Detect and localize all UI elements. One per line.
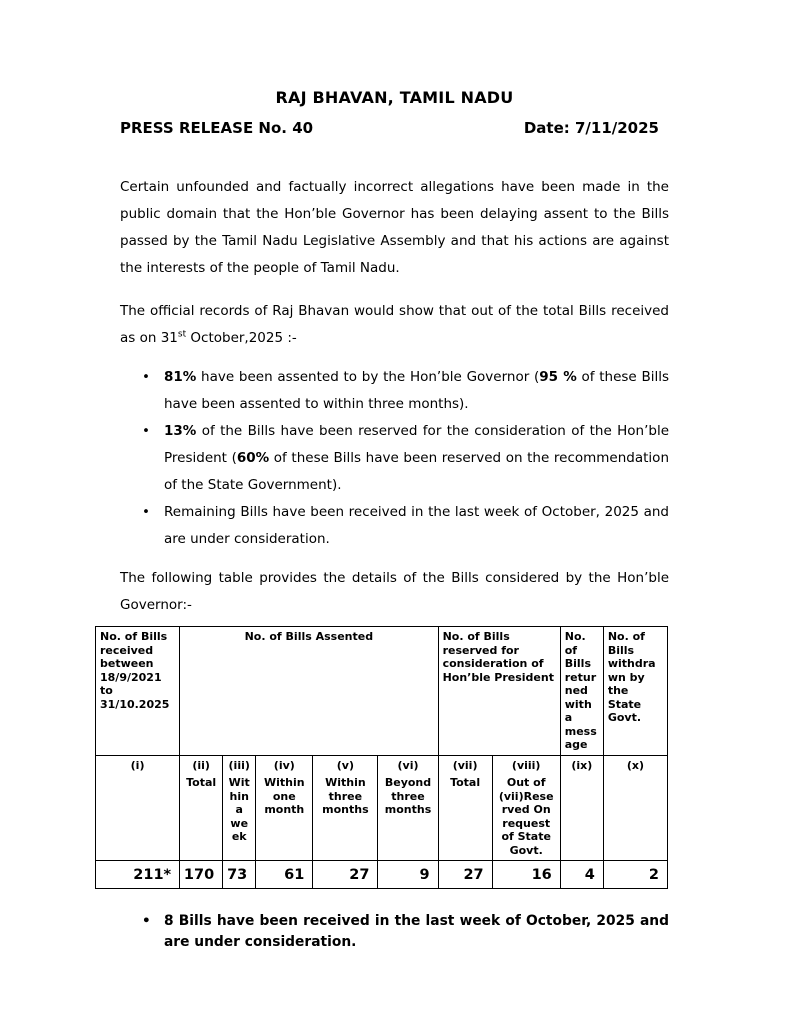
paragraph-official-records bbox=[120, 298, 669, 352]
value-returned: 4 bbox=[560, 861, 603, 889]
bullet-reserved-run1: of the Bills have been reserved for the consideration of the Hon’ble President ( bbox=[164, 423, 669, 466]
stat-60-percent: 60% bbox=[236, 450, 270, 466]
col-num: (v) bbox=[336, 758, 355, 772]
table-header-row-groups bbox=[96, 627, 668, 756]
value-reserved-total: 27 bbox=[438, 861, 492, 889]
value-within-three-months: 27 bbox=[313, 861, 378, 889]
stat-95-percent: 95 % bbox=[539, 369, 577, 385]
value-assented-total: 170 bbox=[180, 861, 223, 889]
th-col-ix bbox=[560, 755, 603, 861]
table-data-row bbox=[96, 861, 668, 889]
col-num: (vi) bbox=[397, 758, 419, 772]
records-text-lead: The official records of Raj Bhavan would show that out of the total Bills received as on 31 bbox=[120, 303, 669, 346]
release-date: Date: 7/11/2025 bbox=[523, 119, 659, 137]
col-label: Within a week bbox=[228, 776, 250, 843]
stat-81-percent: 81% bbox=[164, 369, 197, 385]
col-label: Total bbox=[186, 776, 217, 789]
bullet-dot-icon: • bbox=[142, 369, 150, 385]
bullet-remaining bbox=[120, 499, 669, 553]
bullet-assented-run1: have been assented to by the Hon’ble Governor ( bbox=[196, 369, 540, 385]
th-col-iii bbox=[223, 755, 256, 861]
bullet-reserved-run3: of these Bills have been reserved on the recommendation of the State Government). bbox=[164, 450, 669, 493]
bullet-dot-icon: • bbox=[142, 423, 150, 439]
records-text-tail: October,2025 :- bbox=[186, 330, 297, 346]
ordinal-superscript: st bbox=[177, 329, 187, 340]
value-received-total: 211* bbox=[96, 861, 180, 889]
press-release-row bbox=[120, 119, 669, 137]
bills-table bbox=[95, 626, 668, 889]
col-num: (ix) bbox=[571, 758, 593, 772]
col-label: Total bbox=[450, 776, 481, 789]
th-bills-withdrawn: No. of Bills withdrawn by the State Govt. bbox=[603, 627, 667, 756]
col-label: Out of (vii)Reserved On request of State Govt. bbox=[498, 776, 554, 857]
col-num: (i) bbox=[130, 758, 145, 772]
col-num: (vii) bbox=[452, 758, 478, 772]
col-label: Beyond three months bbox=[384, 776, 432, 816]
bullet-eight-bills-text: 8 Bills have been received in the last week of October, 2025 and are under consideration. bbox=[164, 913, 669, 950]
press-release-number: PRESS RELEASE No. 40 bbox=[120, 119, 314, 137]
th-col-ii bbox=[180, 755, 223, 861]
document-title: RAJ BHAVAN, TAMIL NADU bbox=[275, 88, 514, 107]
bullet-reserved bbox=[120, 418, 669, 499]
th-col-viii bbox=[492, 755, 560, 861]
value-withdrawn: 2 bbox=[603, 861, 667, 889]
col-label: Within one month bbox=[263, 776, 305, 816]
col-num: (viii) bbox=[511, 758, 541, 772]
bullet-reserved-text bbox=[164, 418, 669, 499]
value-within-week: 73 bbox=[223, 861, 256, 889]
col-label: Within three months bbox=[322, 776, 369, 816]
value-reserved-state-request: 16 bbox=[492, 861, 560, 889]
col-num: (iv) bbox=[273, 758, 295, 772]
bullet-remaining-run0: Remaining Bills have been received in the last week of October, 2025 and are under consideration. bbox=[164, 504, 669, 547]
col-num: (x) bbox=[626, 758, 644, 772]
th-col-v bbox=[313, 755, 378, 861]
th-col-iv bbox=[256, 755, 313, 861]
value-beyond-three-months: 9 bbox=[378, 861, 438, 889]
bullet-dot-icon: • bbox=[142, 913, 151, 929]
paragraph-allegations: Certain unfounded and factually incorrect allegations have been made in the public domain that the Hon’ble Governor has been delaying assent to the Bills passed by the Tamil Nadu Legislative Assembly and that his actions are against the interests of the people of Tamil Nadu. bbox=[120, 179, 669, 276]
th-col-vii bbox=[438, 755, 492, 861]
col-num: (ii) bbox=[192, 758, 210, 772]
bullet-assented-run3: of these Bills have been assented to within three months). bbox=[164, 369, 670, 412]
th-bills-returned: No. of Bills returned with a message bbox=[560, 627, 603, 756]
th-bills-reserved: No. of Bills reserved for consideration of Hon’ble President bbox=[438, 627, 560, 756]
th-col-vi bbox=[378, 755, 438, 861]
value-within-month: 61 bbox=[256, 861, 313, 889]
th-bills-received: No. of Bills received between 18/9/2021 to 31/10.2025 bbox=[96, 627, 180, 756]
th-col-x bbox=[603, 755, 667, 861]
bullet-assented-text bbox=[164, 364, 669, 418]
bullet-list bbox=[120, 364, 669, 553]
table-header-row-columns bbox=[96, 755, 668, 861]
th-col-i bbox=[96, 755, 180, 861]
stat-13-percent: 13% bbox=[164, 423, 197, 439]
paragraph-table-intro: The following table provides the details of the Bills considered by the Hon’ble Governor:- bbox=[120, 570, 669, 613]
bullet-dot-icon: • bbox=[142, 504, 150, 520]
bullet-remaining-text bbox=[164, 499, 669, 553]
bullet-eight-bills bbox=[120, 911, 669, 953]
bullet-assented bbox=[120, 364, 669, 418]
th-bills-assented: No. of Bills Assented bbox=[180, 627, 438, 756]
col-num: (iii) bbox=[228, 758, 250, 772]
bills-table-wrapper bbox=[95, 626, 669, 889]
